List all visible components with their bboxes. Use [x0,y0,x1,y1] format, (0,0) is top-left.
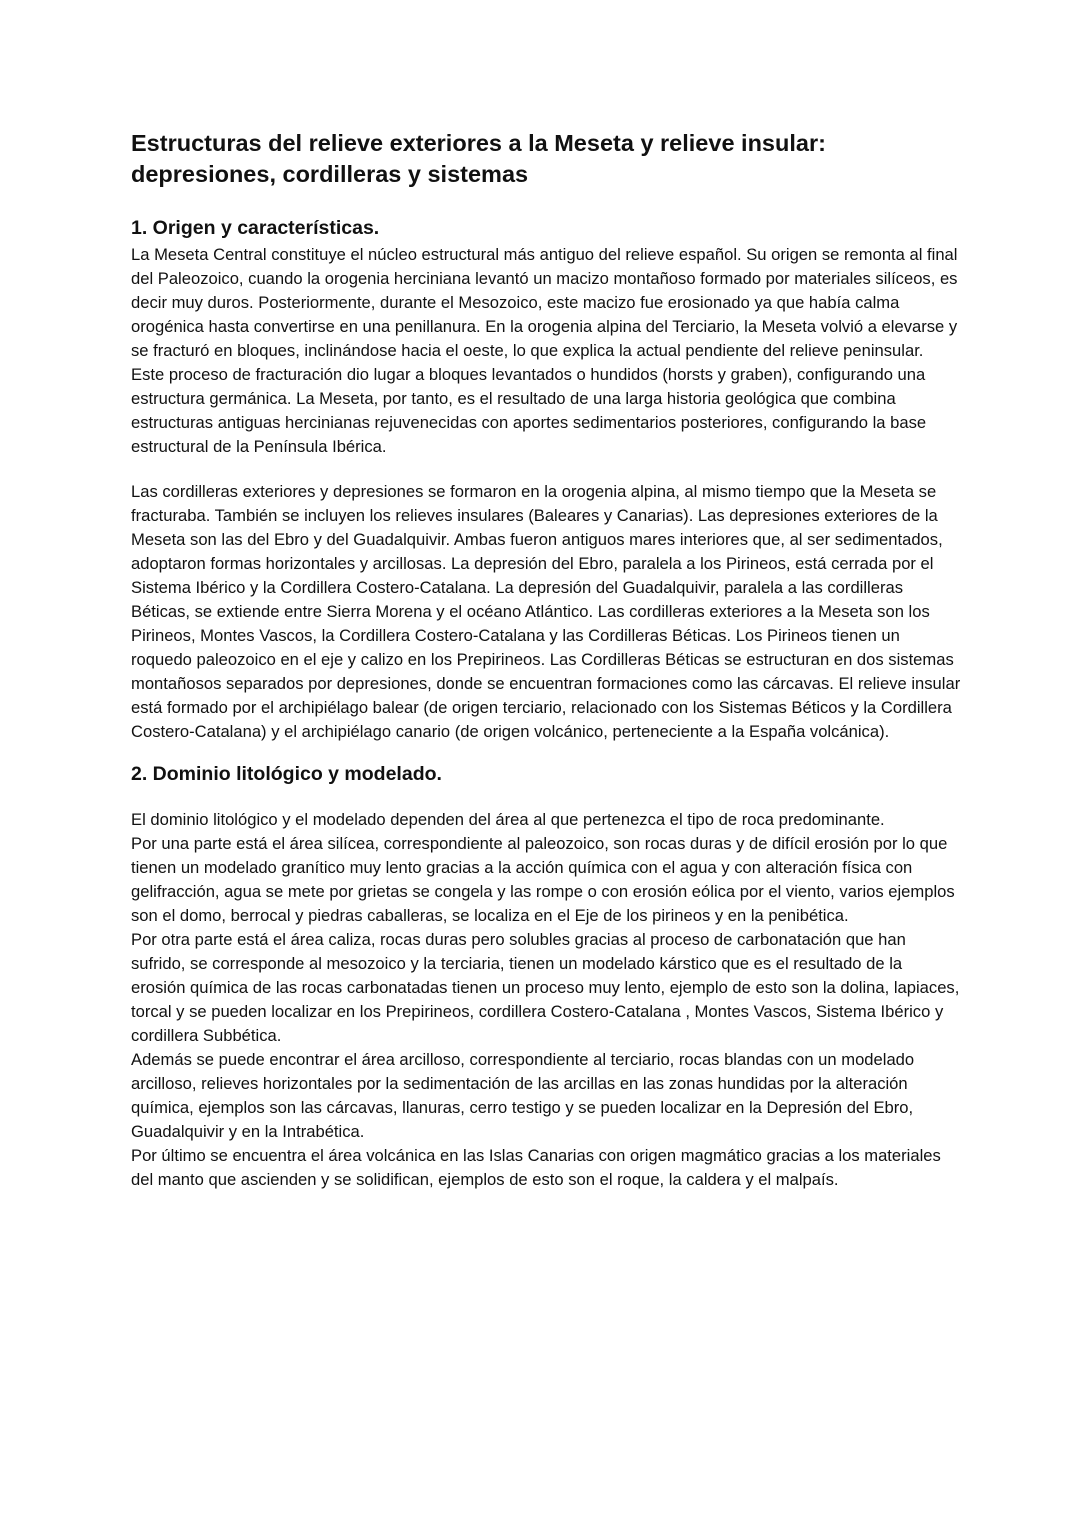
section-2-heading: 2. Dominio litológico y modelado. [131,763,442,785]
document-title: Estructuras del relieve exteriores a la Meseta y relieve insular: depresiones, cordilleras y sistemas [131,130,826,187]
section-2-paragraph-5: Por último se encuentra el área volcánica en las Islas Canarias con origen magmático gracias a los materiales del manto que ascienden y se solidifican, ejemplos de esto son el roque, la caldera y el malpaís. [131,1146,941,1189]
section-1-paragraph-1: La Meseta Central constituye el núcleo estructural más antiguo del relieve español. Su origen se remonta al final del Paleozoico, cuando la orogenia herciniana levantó un macizo montañoso formado por materiales silíceos, es decir muy duros. Posteriormente, durante el Mesozoico, este macizo fue erosionado ya que había calma orogénica hasta convertirse en una penillanura. En la orogenia alpina del Terciario, la Meseta volvió a elevarse y se fracturó en bloques, inclinándose hacia el oeste, lo que explica la actual pendiente del relieve peninsular. Este proceso de fracturación dio lugar a bloques levantados o hundidos (horsts y graben), configurando una estructura germánica. La Meseta, por tanto, es el resultado de una larga historia geológica que combina estructuras antiguas hercinianas rejuvenecidas con aportes sedimentarios posteriores, configurando la base estructural de la Península Ibérica. [131,245,958,456]
document-page [131,128,961,1192]
section-1-heading: 1. Origen y características. [131,217,380,239]
section-2-paragraph-3: Por otra parte está el área caliza, rocas duras pero solubles gracias al proceso de carbonatación que han sufrido, se corresponde al mesozoico y la terciaria, tienen un modelado kárstico que es el resultado de la erosión química de las rocas carbonatadas tienen un proceso muy lento, ejemplo de esto son la dolina, lapiaces, torcal y se pueden localizar en los Prepirineos, cordillera Costero-Catalana , Montes Vascos, Sistema Ibérico y cordillera Subbética. [131,930,960,1045]
section-2-paragraph-4: Además se puede encontrar el área arcilloso, correspondiente al terciario, rocas blandas con un modelado arcilloso, relieves horizontales por la sedimentación de las arcillas en las zonas hundidas por la alteración química, ejemplos son las cárcavas, llanuras, cerro testigo y se pueden localizar en la Depresión del Ebro, Guadalquivir y en la Intrabética. [131,1050,915,1141]
section-2-paragraph-1: El dominio litológico y el modelado dependen del área al que pertenezca el tipo de roca predominante. [131,810,885,829]
section-2-paragraph-2: Por una parte está el área silícea, correspondiente al paleozoico, son rocas duras y de difícil erosión por lo que tienen un modelado granítico muy lento gracias a la acción química con el agua y con alteración física con gelifracción, agua se mete por grietas se congela y las rompe o con erosión eólica por el viento, varios ejemplos son el domo, berrocal y piedras caballeras, se localiza en el Eje de los pirineos y en la penibética. [131,834,955,925]
section-1-paragraph-2: Las cordilleras exteriores y depresiones se formaron en la orogenia alpina, al mismo tiempo que la Meseta se fracturaba. También se incluyen los relieves insulares (Baleares y Canarias). Las depresiones exteriores de la Meseta son las del Ebro y del Guadalquivir. Ambas fueron antiguos mares interiores que, al ser sedimentados, adoptaron formas horizontales y arcillosas. La depresión del Ebro, paralela a los Pirineos, está cerrada por el Sistema Ibérico y la Cordillera Costero-Catalana. La depresión del Guadalquivir, paralela a las cordilleras Béticas, se extiende entre Sierra Morena y el océano Atlántico. Las cordilleras exteriores a la Meseta son los Pirineos, Montes Vascos, la Cordillera Costero-Catalana y las Cordilleras Béticas. Los Pirineos tienen un roquedo paleozoico en el eje y calizo en los Prepirineos. Las Cordilleras Béticas se estructuran en dos sistemas montañosos separados por depresiones, donde se encuentran formaciones como las cárcavas. El relieve insular está formado por el archipiélago balear (de origen terciario, relacionado con los Sistemas Béticos y la Cordillera Costero-Catalana) y el archipiélago canario (de origen volcánico, perteneciente a la España volcánica). [131,482,961,741]
